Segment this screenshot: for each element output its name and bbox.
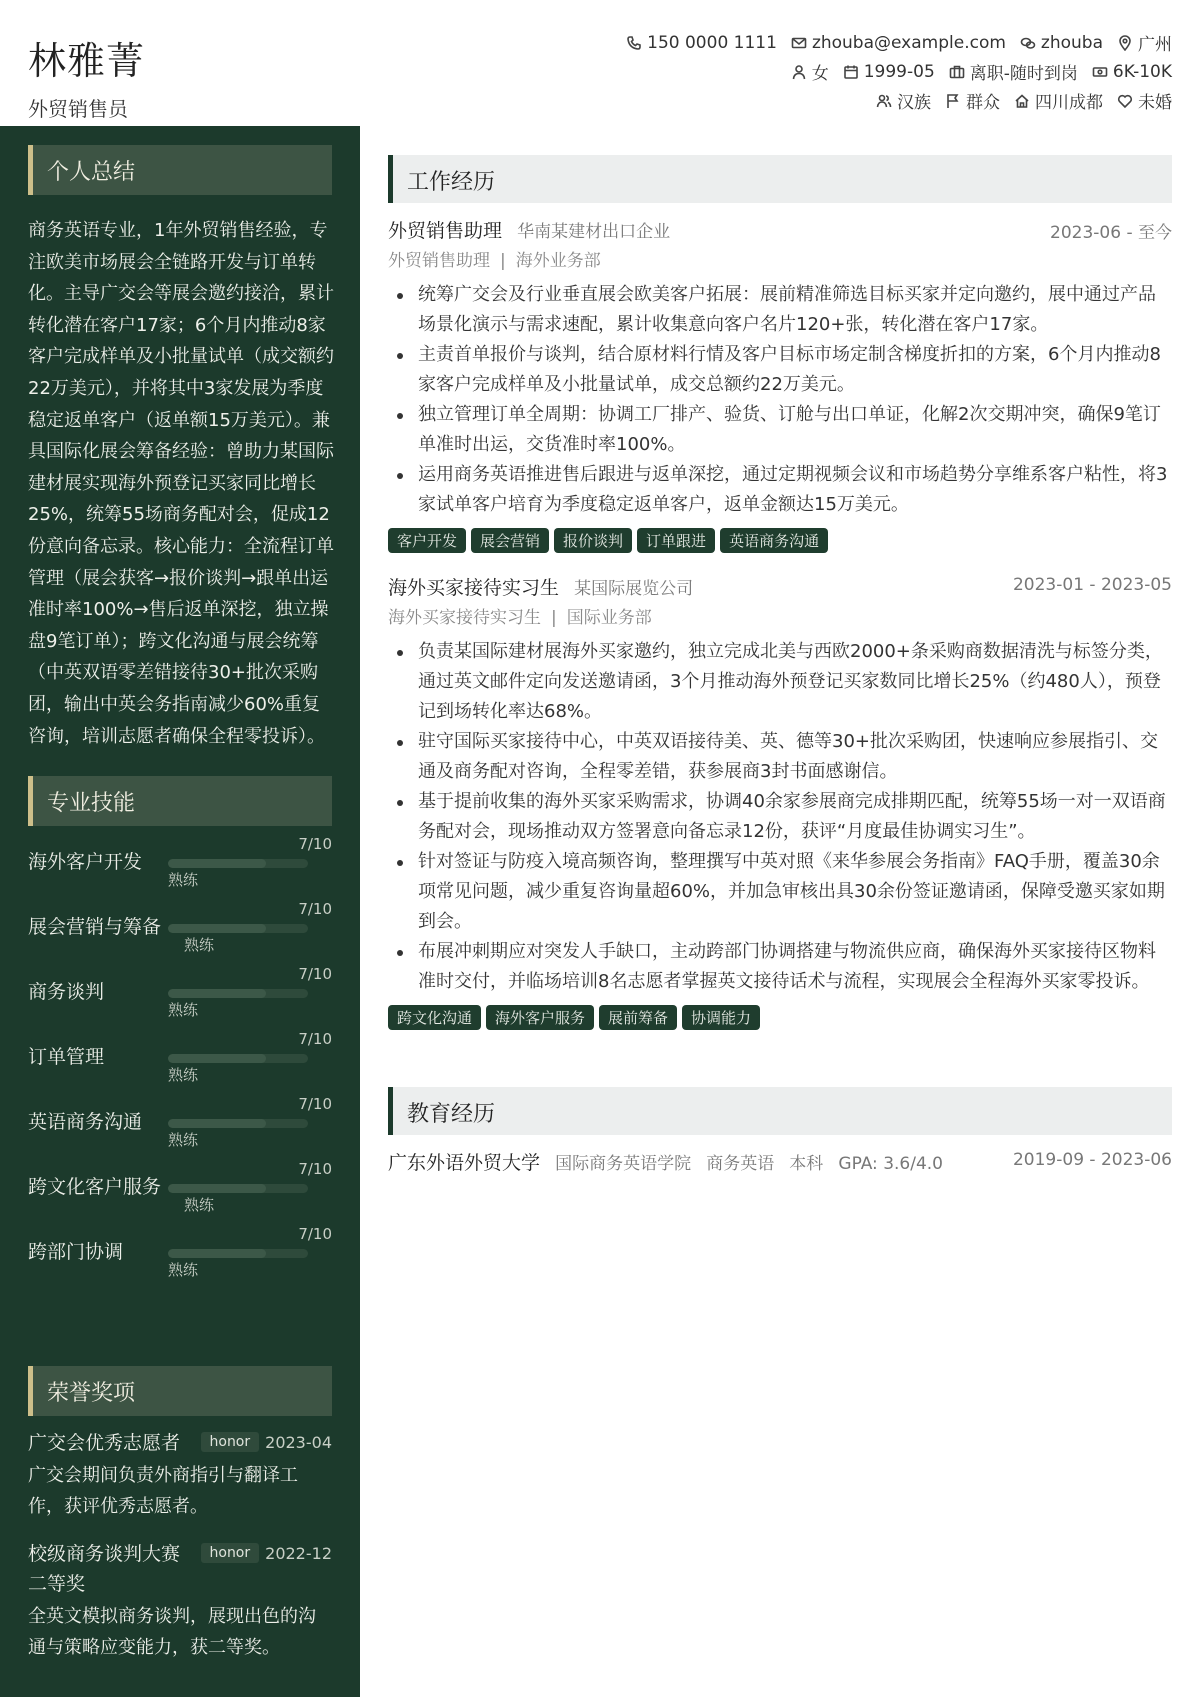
birth-text: 1999-05 [863,61,935,82]
education-heading-text: 教育经历 [407,1102,496,1127]
skill-score: 7/10 [298,1095,332,1113]
skill-item [28,1093,332,1153]
job-bullet: 主责首单报价与谈判，结合原材料行情及客户目标市场定制含梯度折扣的方案，6个月内推动8家客户完成样单及小批量试单，成交总额约22万美元。 [388,340,1172,400]
sidebar [0,126,360,1697]
summary-heading-text: 个人总结 [47,160,136,185]
gender-text: 女 [811,64,829,84]
skill-level: 熟练 [168,1001,199,1019]
honor-item [28,1428,332,1522]
skill-tag: 海外客户服务 [486,1005,594,1030]
politics-text: 群众 [966,93,1000,113]
skill-level: 熟练 [184,936,215,954]
job-subtitle [388,246,1172,276]
candidate-name: 林雅菁 [28,39,146,83]
contact-email [791,33,1006,53]
job-department: 国际业务部 [566,608,652,628]
skill-item [28,963,332,1023]
skill-tag: 展会营销 [471,528,549,553]
contact-row-3 [472,86,1172,115]
honor-line [28,1428,332,1458]
job-bullets [388,280,1172,520]
honor-date: 2023-04 [265,1432,332,1452]
skill-bar-fill [168,924,266,933]
education-heading [388,1087,1172,1135]
contact-marital [1117,88,1172,113]
skills-heading [28,776,332,826]
skill-bar [168,859,308,868]
contact-city [1117,30,1172,55]
job-tags [388,1005,1172,1030]
job-position: 外贸销售助理 [388,251,490,271]
skill-tag: 英语商务沟通 [720,528,828,553]
skill-item [28,1223,332,1283]
job-bullet: 统筹广交会及行业垂直展会欧美客户拓展：展前精准筛选目标买家并定向邀约，展中通过产品场景化演示与需求速配，累计收集意向客户名片120+张，转化潜在客户17家。 [388,280,1172,340]
honor-date: 2022-12 [265,1543,332,1563]
skill-bar-fill [168,859,266,868]
skill-level: 熟练 [168,1131,199,1149]
mail-icon [791,35,807,51]
skill-score: 7/10 [298,965,332,983]
skill-tag: 协调能力 [682,1005,760,1030]
skill-name: 英语商务沟通 [28,1111,143,1133]
skill-tag: 展前筹备 [599,1005,677,1030]
skill-bar [168,924,308,933]
job-bullet: 布展冲刺期应对突发人手缺口，主动跨部门协调搭建与物流供应商，确保海外买家接待区物料准时交付，并临场培训8名志愿者掌握英文接待话术与流程，实现展会全程海外买家零投诉。 [388,937,1172,997]
honor-title: 校级商务谈判大赛二等奖 [28,1543,181,1595]
skill-bar [168,1249,308,1258]
skill-tag: 客户开发 [388,528,466,553]
skill-item [28,833,332,893]
job-department: 海外业务部 [515,251,601,271]
candidate-role: 外贸销售员 [28,97,128,121]
briefcase-icon [949,64,965,80]
contact-phone [626,33,777,53]
job-header [388,573,1172,603]
separator: | [500,251,506,271]
skill-name: 海外客户开发 [28,851,143,873]
honor-meta [201,1543,333,1563]
skill-bar-fill [168,1054,266,1063]
skill-score: 7/10 [298,1160,332,1178]
skill-name: 跨部门协调 [28,1241,124,1263]
phone-icon [626,35,642,51]
skill-tag: 报价谈判 [554,528,632,553]
skill-bar-fill [168,1249,266,1258]
skill-level: 熟练 [168,871,199,889]
contact-row-2 [472,57,1172,86]
person-icon [791,64,807,80]
edu-school: 广东外语外贸大学 [388,1152,541,1174]
skill-bar [168,989,308,998]
honor-description: 广交会期间负责外商指引与翻译工作，获评优秀志愿者。 [28,1465,298,1517]
job-company: 某国际展览公司 [574,579,694,599]
skill-tag: 订单跟进 [637,528,715,553]
edu-college: 国际商务英语学院 [555,1154,692,1174]
skill-name: 跨文化客户服务 [28,1176,162,1198]
skill-name: 商务谈判 [28,981,105,1003]
job-bullet: 负责某国际建材展海外买家邀约，独立完成北美与西欧2000+条采购商数据清洗与标签分类，通过英文邮件定向发送邀请函，3个月推动海外预登记买家数同比增长25%（约480人），预登记到场转化率达68%。 [388,637,1172,727]
email-text: zhouba@example.com [811,32,1006,53]
skill-bar [168,1119,308,1128]
contact-ethnicity [876,88,931,113]
calendar-icon [843,64,859,80]
skill-level: 熟练 [168,1066,199,1084]
job-title: 海外买家接待实习生 [388,577,560,599]
city-text: 广州 [1138,35,1172,55]
home-icon [1014,93,1030,109]
edu-date: 2019-09 - 2023-06 [1012,1150,1172,1170]
skill-bar-fill [168,1119,266,1128]
work-heading-text: 工作经历 [407,170,496,195]
skill-item [28,1028,332,1088]
job-date: 2023-01 - 2023-05 [1012,575,1172,595]
flag-icon [945,93,961,109]
skill-score: 7/10 [298,1225,332,1243]
contact-row-1 [472,28,1172,57]
edu-gpa: GPA: 3.6/4.0 [838,1154,943,1174]
edu-degree: 本科 [789,1154,824,1174]
contact-salary [1092,62,1172,82]
summary-heading [28,145,332,195]
hometown-text: 四川成都 [1035,93,1103,113]
wechat-icon [1020,35,1036,51]
location-pin-icon [1117,35,1133,51]
skill-item [28,1158,332,1218]
heart-icon [1117,93,1133,109]
contact-gender [791,59,829,84]
job-header [388,216,1172,246]
skill-name: 展会营销与筹备 [28,916,162,938]
honor-description: 全英文模拟商务谈判，展现出色的沟通与策略应变能力，获二等奖。 [28,1606,316,1658]
marital-text: 未婚 [1138,93,1172,113]
skill-score: 7/10 [298,835,332,853]
honor-tag: honor [201,1432,260,1452]
summary-text: 商务英语专业，1年外贸销售经验，专注欧美市场展会全链路开发与订单转化。主导广交会等展会邀约接洽，累计转化潜在客户17家；6个月内推动8家客户完成样单及小批量试单（成交额约22万美元），并将其中3家发展为季度稳定返单客户（返单额15万美元）。兼具国际化展会筹备经验：曾助力某国际建材展实现海外预登记买家同比增长25%，统筹55场商务配对会，促成12份意向备忘录。核心能力：全流程订单管理（展会获客→报价谈判→跟单出运准时率100%→售后返单深挖，独立操盘9笔订单）；跨文化沟通与展会统筹（中英双语零差错接待30+批次采购团，输出中英会务指南减少60%重复咨询，培训志愿者确保全程零投诉）。 [28,220,334,747]
job-bullet: 运用商务英语推进售后跟进与返单深挖，通过定期视频会议和市场趋势分享维系客户粘性，将3家试单客户培育为季度稳定返单客户，返单金额达15万美元。 [388,460,1172,520]
edu-major: 商务英语 [706,1154,775,1174]
resume-header [0,0,1200,126]
skill-item [28,898,332,958]
job-item [388,216,1172,553]
skill-bar-fill [168,1184,266,1193]
honors-heading-text: 荣誉奖项 [47,1381,136,1406]
status-text: 离职-随时到岗 [969,64,1078,84]
separator: | [551,608,557,628]
skill-bar [168,1054,308,1063]
skills-heading-text: 专业技能 [47,791,136,816]
job-subtitle [388,603,1172,633]
skill-level: 熟练 [168,1261,199,1279]
job-item [388,573,1172,1030]
job-bullet: 基于提前收集的海外买家采购需求，协调40余家参展商完成排期匹配，统筹55场一对一双语商务配对会，现场推动双方签署意向备忘录12份，获评“月度最佳协调实习生”。 [388,787,1172,847]
contact-hometown [1014,88,1103,113]
job-bullet: 驻守国际买家接待中心，中英双语接待美、英、德等30+批次采购团，快速响应参展指引、交通及商务配对咨询，全程零差错，获参展商3封书面感谢信。 [388,727,1172,787]
job-date: 2023-06 - 至今 [1050,223,1172,243]
wechat-text: zhouba [1040,32,1103,53]
skill-level: 熟练 [184,1196,215,1214]
skill-score: 7/10 [298,1030,332,1048]
contact-info [472,28,1172,115]
honors-heading [28,1366,332,1416]
job-bullets [388,637,1172,997]
job-bullet: 针对签证与防疫入境高频咨询，整理撰写中英对照《来华参展会务指南》FAQ手册，覆盖30余项常见问题，减少重复咨询量超60%，并加急审核出具30余份签证邀请函，保障受邀买家如期到会。 [388,847,1172,937]
education-item [388,1148,1172,1178]
salary-text: 6K-10K [1112,61,1172,82]
phone-text: 150 0000 1111 [647,32,777,53]
skill-score: 7/10 [298,900,332,918]
skill-tag: 跨文化沟通 [388,1005,481,1030]
contact-politics [945,88,1000,113]
honor-meta [201,1432,333,1452]
contact-status [949,59,1078,84]
job-tags [388,528,1172,553]
contact-wechat [1020,33,1103,53]
skill-bar [168,1184,308,1193]
work-heading [388,155,1172,203]
honor-item [28,1539,332,1663]
group-icon [876,93,892,109]
job-title: 外贸销售助理 [388,220,503,242]
job-position: 海外买家接待实习生 [388,608,541,628]
honor-line [28,1539,332,1599]
skill-bar-fill [168,989,266,998]
ethnicity-text: 汉族 [897,93,931,113]
money-icon [1092,64,1108,80]
honor-tag: honor [201,1543,260,1563]
skill-name: 订单管理 [28,1046,105,1068]
honor-title: 广交会优秀志愿者 [28,1432,181,1454]
contact-birth [843,62,935,82]
job-bullet: 独立管理订单全周期：协调工厂排产、验货、订舱与出口单证，化解2次交期冲突，确保9笔订单准时出运，交货准时率100%。 [388,400,1172,460]
job-company: 华南某建材出口企业 [517,222,671,242]
